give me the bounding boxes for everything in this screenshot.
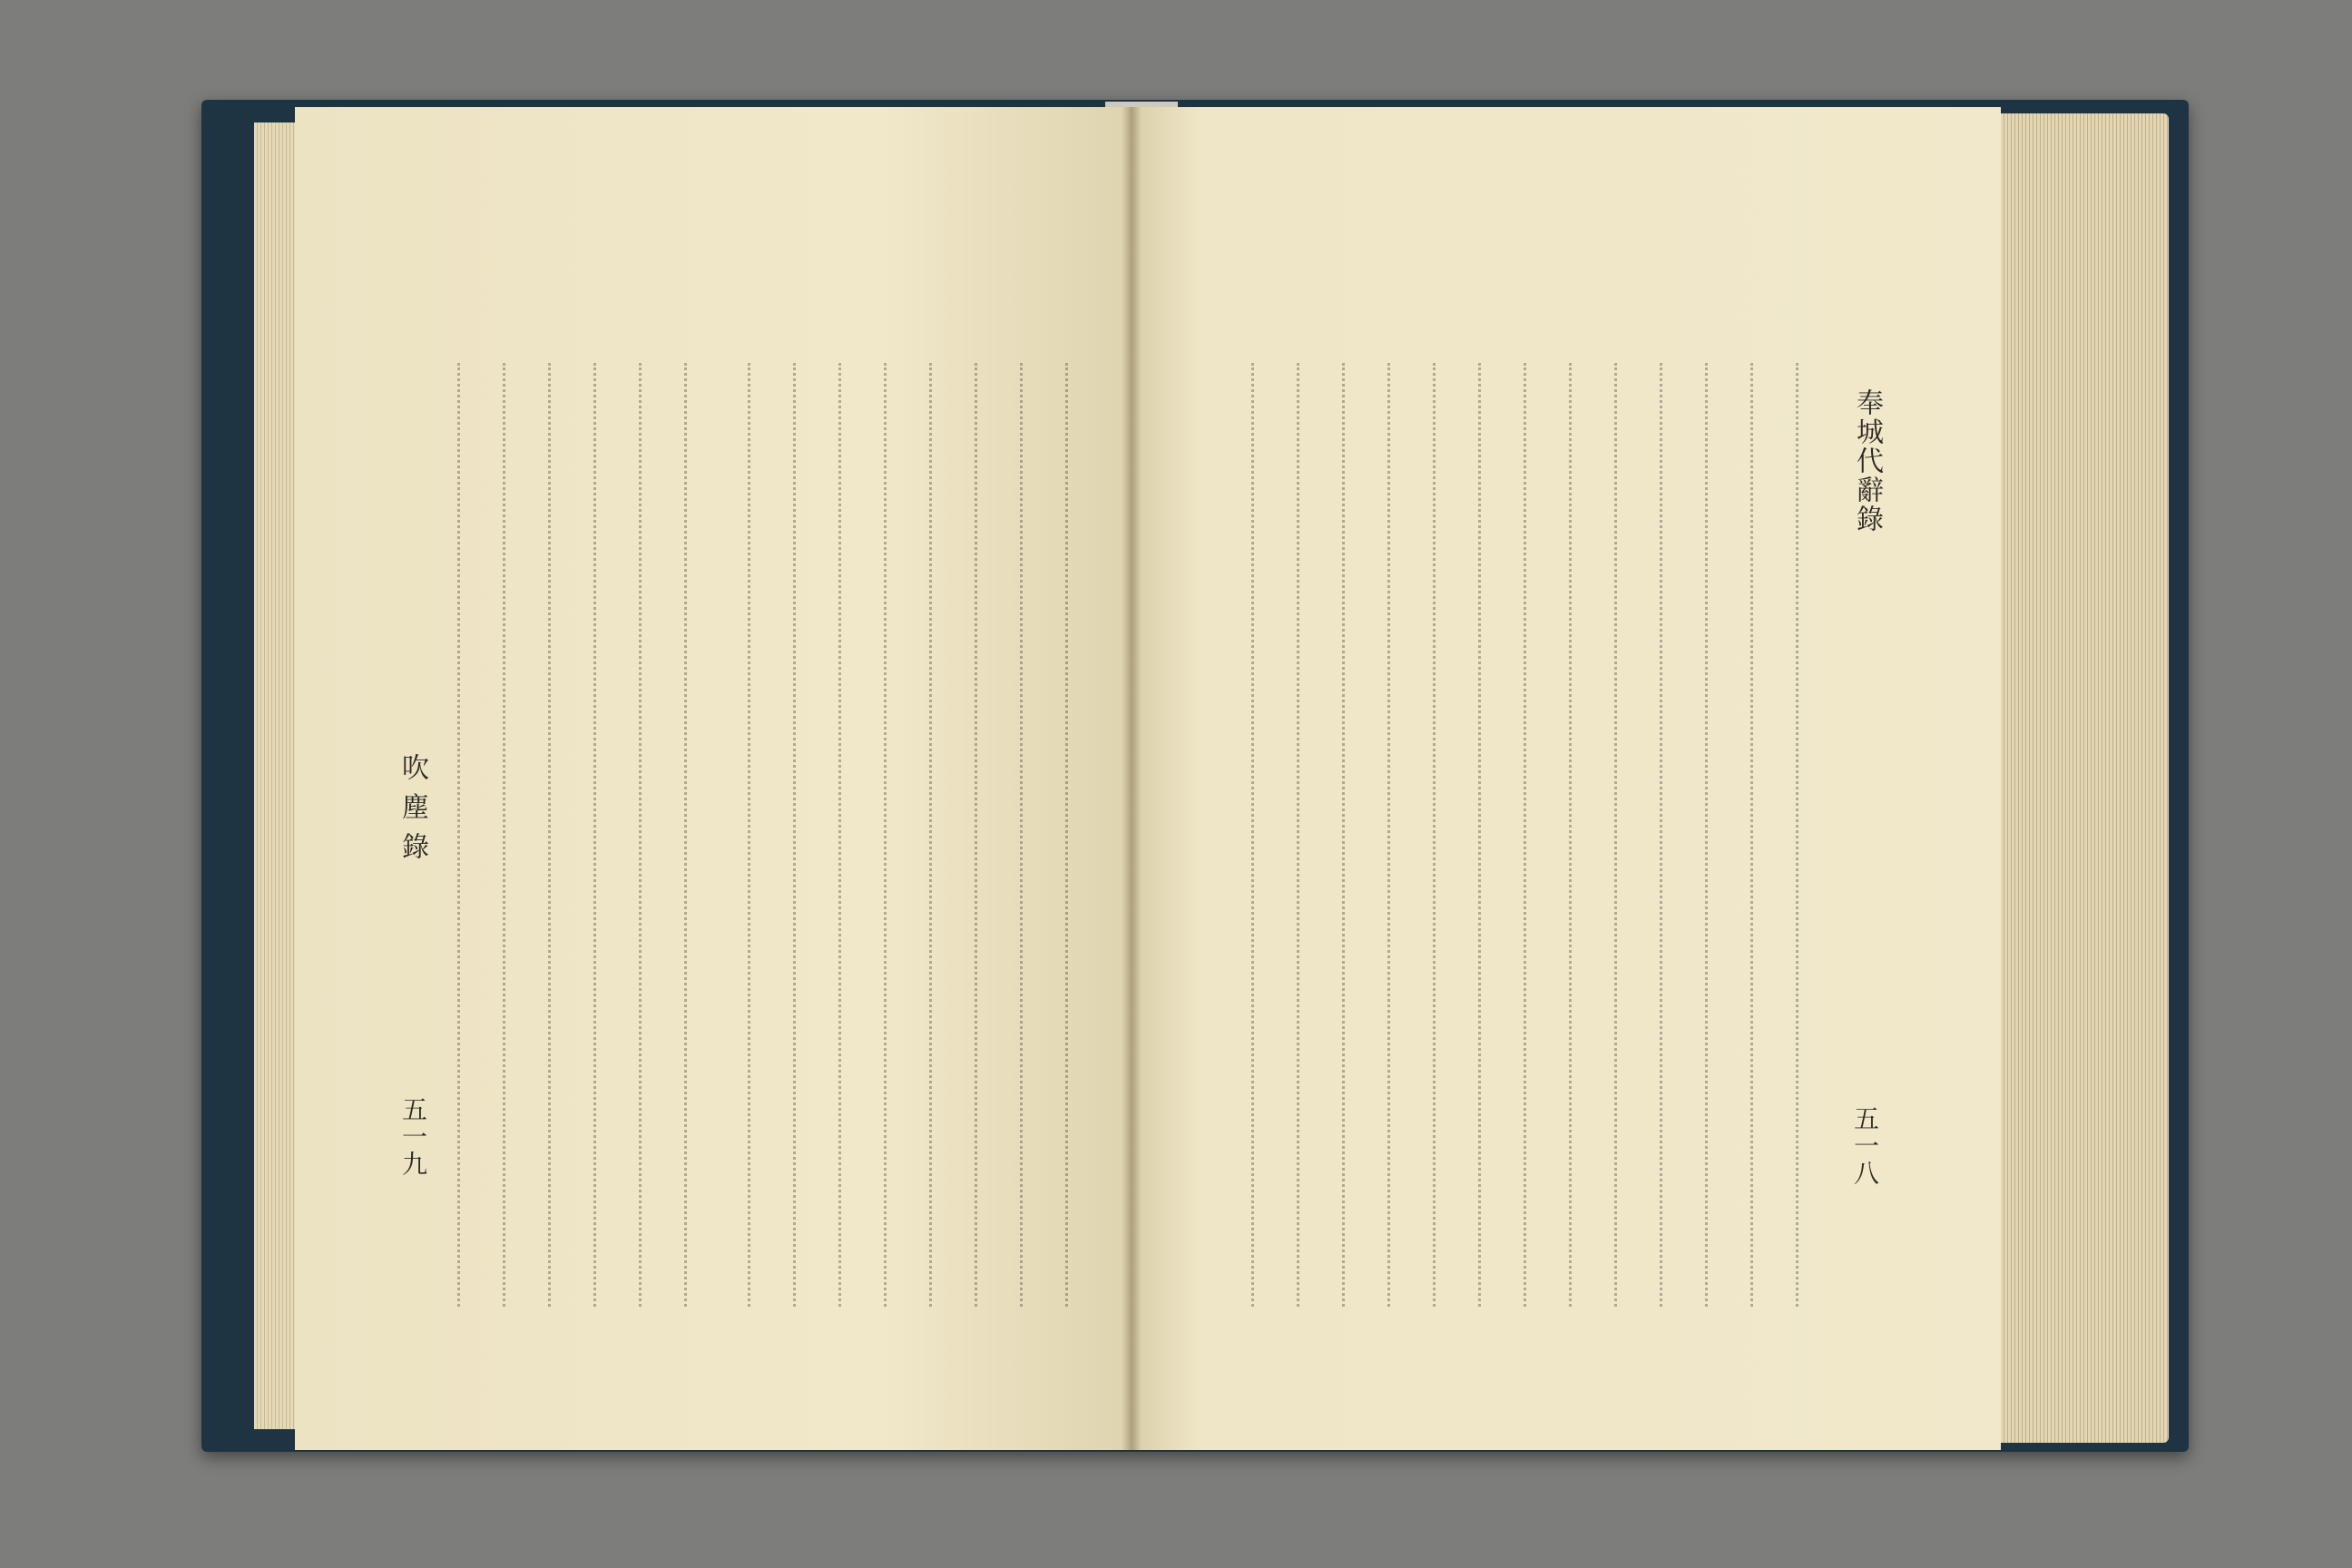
illegible-line (1342, 363, 1348, 1307)
text-line (572, 363, 599, 1307)
right-page-number: 五一八 (1850, 1105, 1880, 1187)
text-line (1547, 363, 1574, 1307)
illegible-line (1065, 363, 1071, 1307)
illegible-line (975, 363, 980, 1307)
illegible-line (929, 363, 935, 1307)
illegible-line (548, 363, 554, 1307)
right-page-edges (1983, 113, 2169, 1443)
text-line (1502, 363, 1529, 1307)
illegible-line (1660, 363, 1665, 1307)
illegible-line (1705, 363, 1710, 1307)
text-line (1729, 363, 1756, 1307)
illegible-line (639, 363, 644, 1307)
text-line (953, 363, 980, 1307)
text-line (436, 363, 463, 1307)
illegible-line (793, 363, 799, 1307)
text-line (617, 363, 644, 1307)
text-line (998, 363, 1025, 1307)
text-line (481, 363, 508, 1307)
illegible-line (1750, 363, 1756, 1307)
right-page-header: 奉城代辭錄 (1851, 388, 1883, 534)
text-line (1320, 363, 1348, 1307)
illegible-line (684, 363, 690, 1307)
left-page-number: 五一九 (398, 1096, 428, 1178)
text-line (1044, 363, 1071, 1307)
book-gutter (1122, 107, 1142, 1450)
text-line (1683, 363, 1710, 1307)
illegible-line (884, 363, 889, 1307)
illegible-line (1524, 363, 1529, 1307)
illegible-line (593, 363, 599, 1307)
text-line (1366, 363, 1393, 1307)
text-line (1411, 363, 1438, 1307)
text-line (726, 363, 753, 1307)
illegible-line (1796, 363, 1801, 1307)
text-line (771, 363, 799, 1307)
left-page-header: 吹 塵 錄 (397, 753, 428, 862)
text-line (1456, 363, 1484, 1307)
illegible-line (838, 363, 844, 1307)
illegible-line (1433, 363, 1438, 1307)
illegible-line (1387, 363, 1393, 1307)
illegible-line (1614, 363, 1620, 1307)
text-line (1638, 363, 1665, 1307)
illegible-line (1478, 363, 1484, 1307)
text-line (1592, 363, 1620, 1307)
text-line (862, 363, 889, 1307)
text-line (907, 363, 935, 1307)
text-line (526, 363, 554, 1307)
text-line (817, 363, 844, 1307)
text-line (662, 363, 690, 1307)
text-line (1774, 363, 1801, 1307)
illegible-line (1569, 363, 1574, 1307)
illegible-line (457, 363, 463, 1307)
illegible-line (503, 363, 508, 1307)
illegible-line (1251, 363, 1257, 1307)
illegible-line (748, 363, 753, 1307)
illegible-line (1020, 363, 1025, 1307)
text-line (1275, 363, 1302, 1307)
text-line (1230, 363, 1257, 1307)
illegible-line (1297, 363, 1302, 1307)
